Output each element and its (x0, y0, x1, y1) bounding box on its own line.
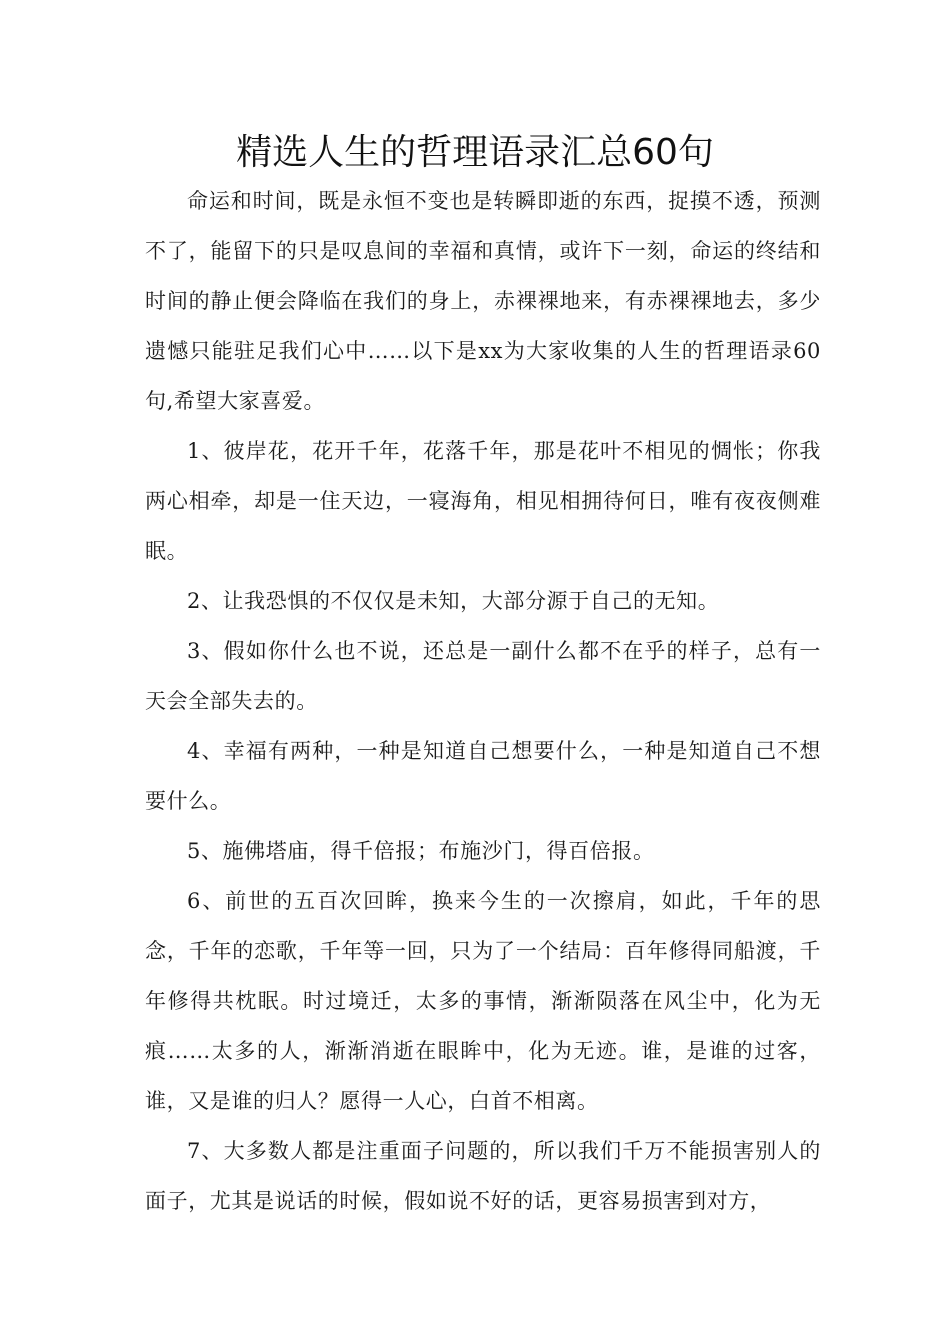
intro-paragraph: 命运和时间，既是永恒不变也是转瞬即逝的东西，捉摸不透，预测不了，能留下的只是叹息间的幸福和真情，或许下一刻，命运的终结和时间的静止便会降临在我们的身上，赤裸裸地来，有赤裸裸地去，多少遗憾只能驻足我们心中……以下是xx为大家收集的人生的哲理语录60句,希望大家喜爱。 (145, 189, 821, 413)
quote-paragraph-4: 4、幸福有两种，一种是知道自己想要什么，一种是知道自己不想要什么。 (145, 739, 821, 813)
quote-paragraph-5: 5、施佛塔庙，得千倍报；布施沙门，得百倍报。 (187, 839, 655, 863)
document-body (145, 176, 821, 1226)
quote-paragraph-1: 1、彼岸花，花开千年，花落千年，那是花叶不相见的惆怅；你我两心相牵，却是一住天边，一寝海角，相见相拥待何日，唯有夜夜侧难眠。 (145, 439, 821, 563)
quote-paragraph-6: 6、前世的五百次回眸，换来今生的一次擦肩，如此，千年的思念，千年的恋歌，千年等一回，只为了一个结局：百年修得同船渡，千年修得共枕眠。时过境迁，太多的事情，渐渐陨落在风尘中，化为无痕……太多的人，渐渐消逝在眼眸中，化为无迹。谁，是谁的过客，谁，又是谁的归人？愿得一人心，白首不相离。 (145, 889, 821, 1113)
document-title: 精选人生的哲理语录汇总60句 (236, 132, 714, 173)
quote-paragraph-7: 7、大多数人都是注重面子问题的，所以我们千万不能损害别人的面子，尤其是说话的时候，假如说不好的话，更容易损害到对方， (145, 1139, 821, 1213)
quote-paragraph-2: 2、让我恐惧的不仅仅是未知，大部分源于自己的无知。 (187, 589, 720, 613)
quote-paragraph-3: 3、假如你什么也不说，还总是一副什么都不在乎的样子，总有一天会全部失去的。 (145, 639, 821, 713)
